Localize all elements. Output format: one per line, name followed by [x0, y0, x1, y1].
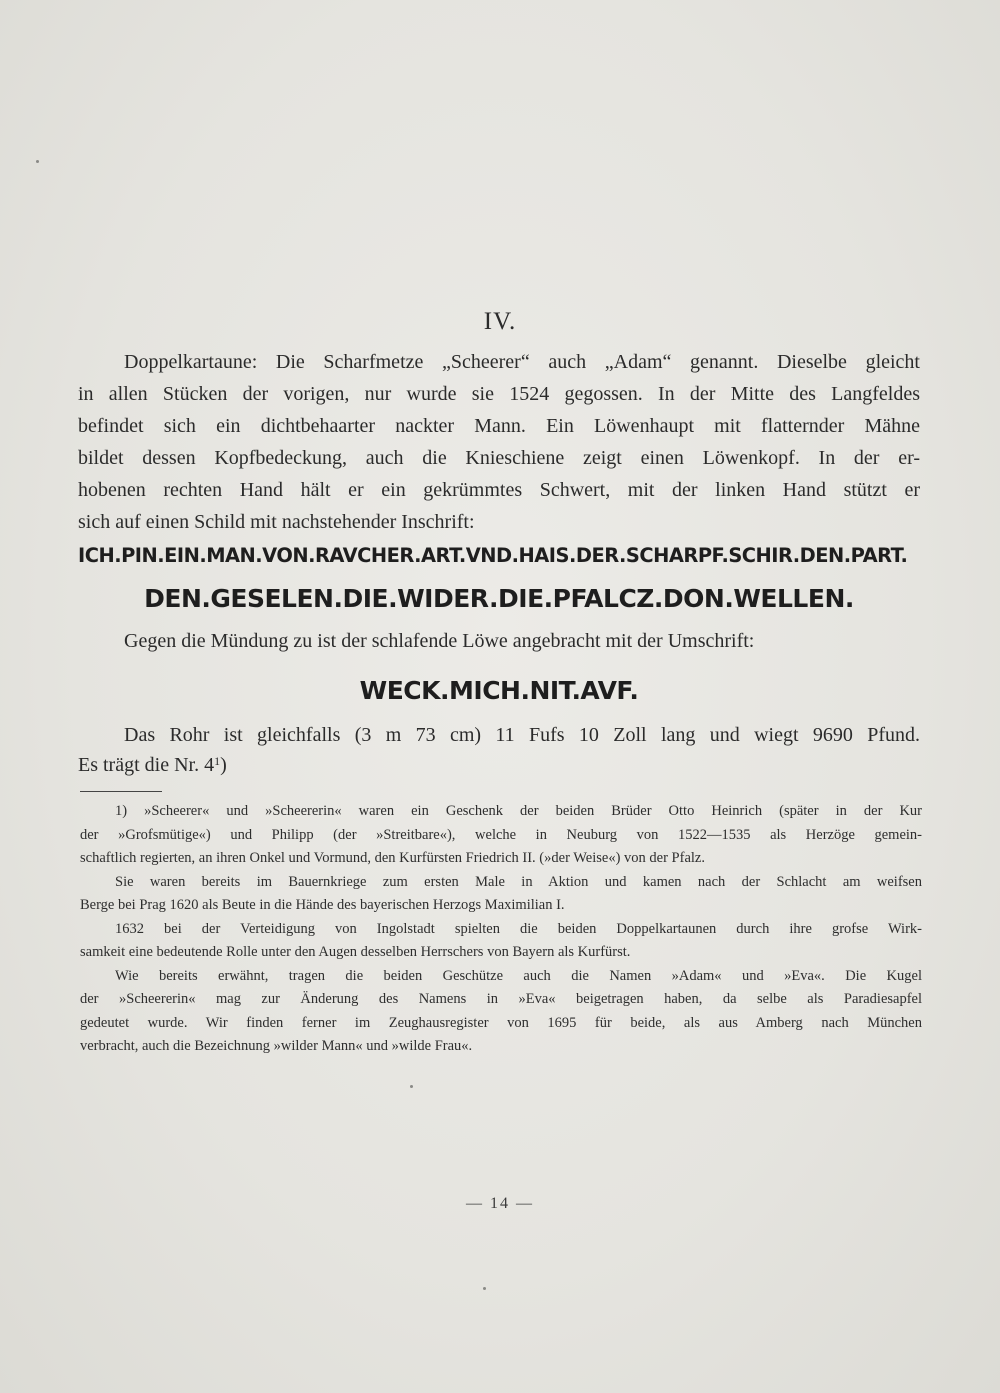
- footnote-line: Berge bei Prag 1620 als Beute in die Hände des bayerischen Herzogs Maximilian I.: [80, 897, 565, 913]
- paper-speck: [410, 1085, 413, 1088]
- text-line: hobenen rechten Hand hält er ein gekrümmtes Schwert, mit der linken Hand stützt er: [78, 479, 920, 501]
- footnote-paragraph: [80, 871, 922, 918]
- footnotes: [80, 800, 922, 1059]
- footnote-divider: [80, 791, 162, 792]
- text-fragment: ): [220, 754, 227, 776]
- inscription-line-1: ICH.PIN.EIN.MAN.VON.RAVCHER.ART.VND.HAIS.DER.SCHARPF.SCHIR.DEN.PART.: [78, 544, 908, 567]
- footnote-line: gedeutet wurde. Wir finden ferner im Zeughausregister von 1695 für beide, als aus Amberg nach München: [80, 1014, 922, 1031]
- text-line: in allen Stücken der vorigen, nur wurde sie 1524 gegossen. In der Mitte des Langfeldes: [78, 383, 920, 405]
- text-line: bildet dessen Kopfbedeckung, auch die Knieschiene zeigt einen Löwenkopf. In der er-: [78, 447, 920, 469]
- paper-speck: [483, 1287, 486, 1290]
- footnote-line: Sie waren bereits im Bauernkriege zum ersten Male in Aktion und kamen nach der Schlacht am weifsen: [115, 873, 922, 890]
- footnote-line: 1632 bei der Verteidigung von Ingolstadt spielten die beiden Doppelkartaunen durch ihre grofse Wirk-: [115, 920, 922, 937]
- text-line: Das Rohr ist gleichfalls (3 m 73 cm) 11 Fufs 10 Zoll lang und wiegt 9690 Pfund.: [124, 724, 920, 746]
- footnote-reference: 1: [214, 754, 221, 768]
- footnote-paragraph: [80, 965, 922, 1059]
- page-number: — 14 —: [466, 1195, 534, 1212]
- paragraph-description: [78, 346, 920, 538]
- footnote-line: 1) »Scheerer« und »Scheererin« waren ein Geschenk der beiden Brüder Otto Heinrich (später in der Kur: [115, 803, 922, 819]
- paragraph-dimensions: [78, 720, 920, 780]
- footnote-paragraph: [80, 800, 922, 871]
- footnote-line: schaftlich regierten, an ihren Onkel und Vormund, den Kurfürsten Friedrich II. (»der Weise«) von der Pfalz.: [80, 850, 705, 866]
- inscription-weck-mich: WECK.MICH.NIT.AVF.: [359, 676, 639, 705]
- text-line: sich auf einen Schild mit nachstehender Inschrift:: [78, 511, 475, 533]
- footnote-paragraph: [80, 918, 922, 965]
- inscription-line-2: DEN.GESELEN.DIE.WIDER.DIE.PFALCZ.DON.WELLEN.: [144, 584, 854, 613]
- text-line: Gegen die Mündung zu ist der schlafende Löwe angebracht mit der Umschrift:: [124, 630, 755, 652]
- chapter-heading: IV.: [483, 308, 517, 335]
- text-fragment: Es trägt die Nr. 4: [78, 754, 215, 776]
- footnote-line: verbracht, auch die Bezeichnung »wilder Mann« und »wilde Frau«.: [80, 1038, 473, 1054]
- text-line: befindet sich ein dichtbehaarter nackter Mann. Ein Löwenhaupt mit flatternder Mähne: [78, 415, 920, 437]
- footnote-line: Wie bereits erwähnt, tragen die beiden Geschütze auch die Namen »Adam« und »Eva«. Die Kugel: [115, 967, 922, 984]
- paper-speck: [36, 160, 39, 163]
- footnote-line: der »Scheererin« mag zur Änderung des Namens in »Eva« beigetragen haben, da selbe als Paradiesapfel: [80, 991, 922, 1007]
- text-line: Doppelkartaune: Die Scharfmetze „Scheerer“ auch „Adam“ genannt. Dieselbe gleicht: [124, 351, 920, 373]
- footnote-line: samkeit eine bedeutende Rolle unter den Augen desselben Herrschers von Bayern als Kurfürst.: [80, 944, 631, 960]
- paragraph-muzzle: [78, 625, 920, 657]
- footnote-line: der »Grofsmütige«) und Philipp (der »Streitbare«), welche in Neuburg von 1522—1535 als Herzöge gemein-: [80, 826, 922, 843]
- text-line: [78, 750, 920, 780]
